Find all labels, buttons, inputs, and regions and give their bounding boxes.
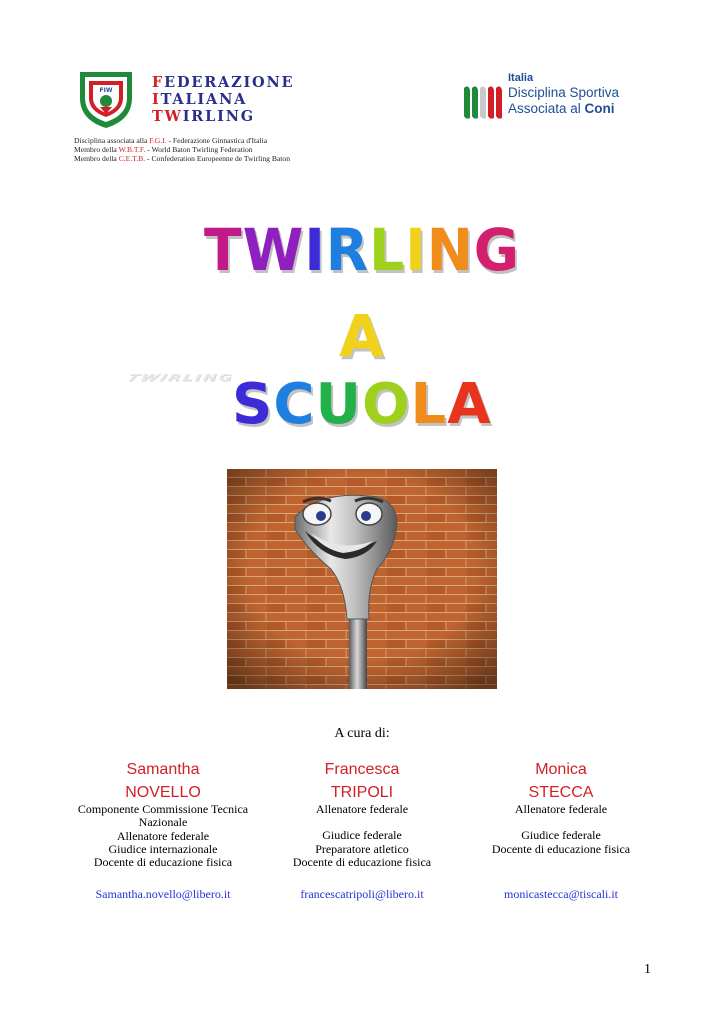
- title-letter: G: [473, 216, 520, 284]
- author-role: Docente di educazione fisica: [491, 841, 631, 856]
- membership-line-2: Membro della W.B.T.F. - World Baton Twirling Federation: [74, 145, 253, 154]
- author-column-stecca: [446, 760, 676, 856]
- author-last-name: NOVELLO: [125, 784, 201, 801]
- coni-italia-label: Italia: [508, 72, 534, 84]
- title-word-scuola: [232, 372, 492, 437]
- title-letter: A: [339, 302, 385, 370]
- author-role: Docente di educazione fisica: [93, 855, 233, 870]
- federazione-italiana-twirling-logo: [70, 64, 326, 172]
- coni-line-1: Disciplina Sportiva: [508, 85, 620, 100]
- title-letter: L: [410, 372, 448, 437]
- twirling-baton-mascot: [227, 469, 497, 689]
- author-email-link[interactable]: francescatripoli@libero.it: [300, 887, 424, 901]
- title-letter: O: [361, 372, 411, 437]
- title-ghost-twirling: TWIRLING: [122, 372, 235, 384]
- membership-line-3: Membro della C.E.T.B. - Confederation Europeenne de Twirling Baton: [74, 154, 290, 163]
- author-role: Preparatore atletico: [315, 841, 409, 856]
- title-word-twirling: [18, 216, 706, 284]
- federation-name-line-1: FEDERAZIONE: [152, 74, 295, 91]
- title-letter: R: [325, 216, 370, 284]
- federation-name-line-3: TWIRLING: [152, 108, 255, 125]
- author-role: Componente Commissione Tecnica: [77, 802, 249, 816]
- title-letter: U: [315, 372, 362, 437]
- author-role: Allenatore federale: [315, 802, 409, 816]
- author-column-novello: [48, 760, 278, 869]
- title-letter: T: [204, 216, 243, 284]
- author-role: Allenatore federale: [514, 802, 608, 816]
- title-letter: S: [232, 372, 274, 437]
- author-role: Giudice internazionale: [108, 841, 218, 856]
- title-letter: C: [273, 372, 316, 437]
- author-email-link[interactable]: Samantha.novello@libero.it: [95, 887, 231, 901]
- curated-by-label: A cura di:: [334, 726, 390, 741]
- author-last-name: TRIPOLI: [330, 784, 394, 801]
- svg-text:FIW: FIW: [99, 87, 113, 94]
- fit-emblem-icon: [76, 68, 136, 130]
- title-letter: N: [426, 216, 474, 284]
- author-last-name: STECCA: [528, 784, 594, 801]
- coni-line-2: Associata al Coni: [508, 101, 615, 116]
- title-letter: W: [242, 216, 305, 284]
- coni-flag-icon: [462, 82, 502, 122]
- author-first-name: Monica: [535, 761, 587, 778]
- author-first-name: Francesca: [324, 761, 400, 778]
- author-column-tripoli: [247, 760, 477, 869]
- coni-logo: [462, 70, 662, 130]
- author-role: Giudice federale: [521, 828, 601, 843]
- title-letter: A: [447, 372, 492, 437]
- title-letter: I: [405, 216, 427, 284]
- title-letter: I: [304, 216, 326, 284]
- author-first-name: Samantha: [126, 761, 200, 778]
- title-letter: L: [369, 216, 406, 284]
- page-number: 1: [644, 962, 651, 977]
- author-email-link[interactable]: monicastecca@tiscali.it: [503, 887, 618, 901]
- membership-line-1: Disciplina associata alla F.G.I. - Federazione Ginnastica d'Italia: [74, 136, 268, 145]
- author-role: Giudice federale: [322, 828, 402, 843]
- federation-name-line-2: ITALIANA: [152, 91, 248, 108]
- author-role: Allenatore federale: [116, 828, 210, 843]
- title-word-a: [0, 302, 724, 370]
- author-role: Docente di educazione fisica: [292, 854, 432, 869]
- author-role: Nazionale: [138, 815, 188, 830]
